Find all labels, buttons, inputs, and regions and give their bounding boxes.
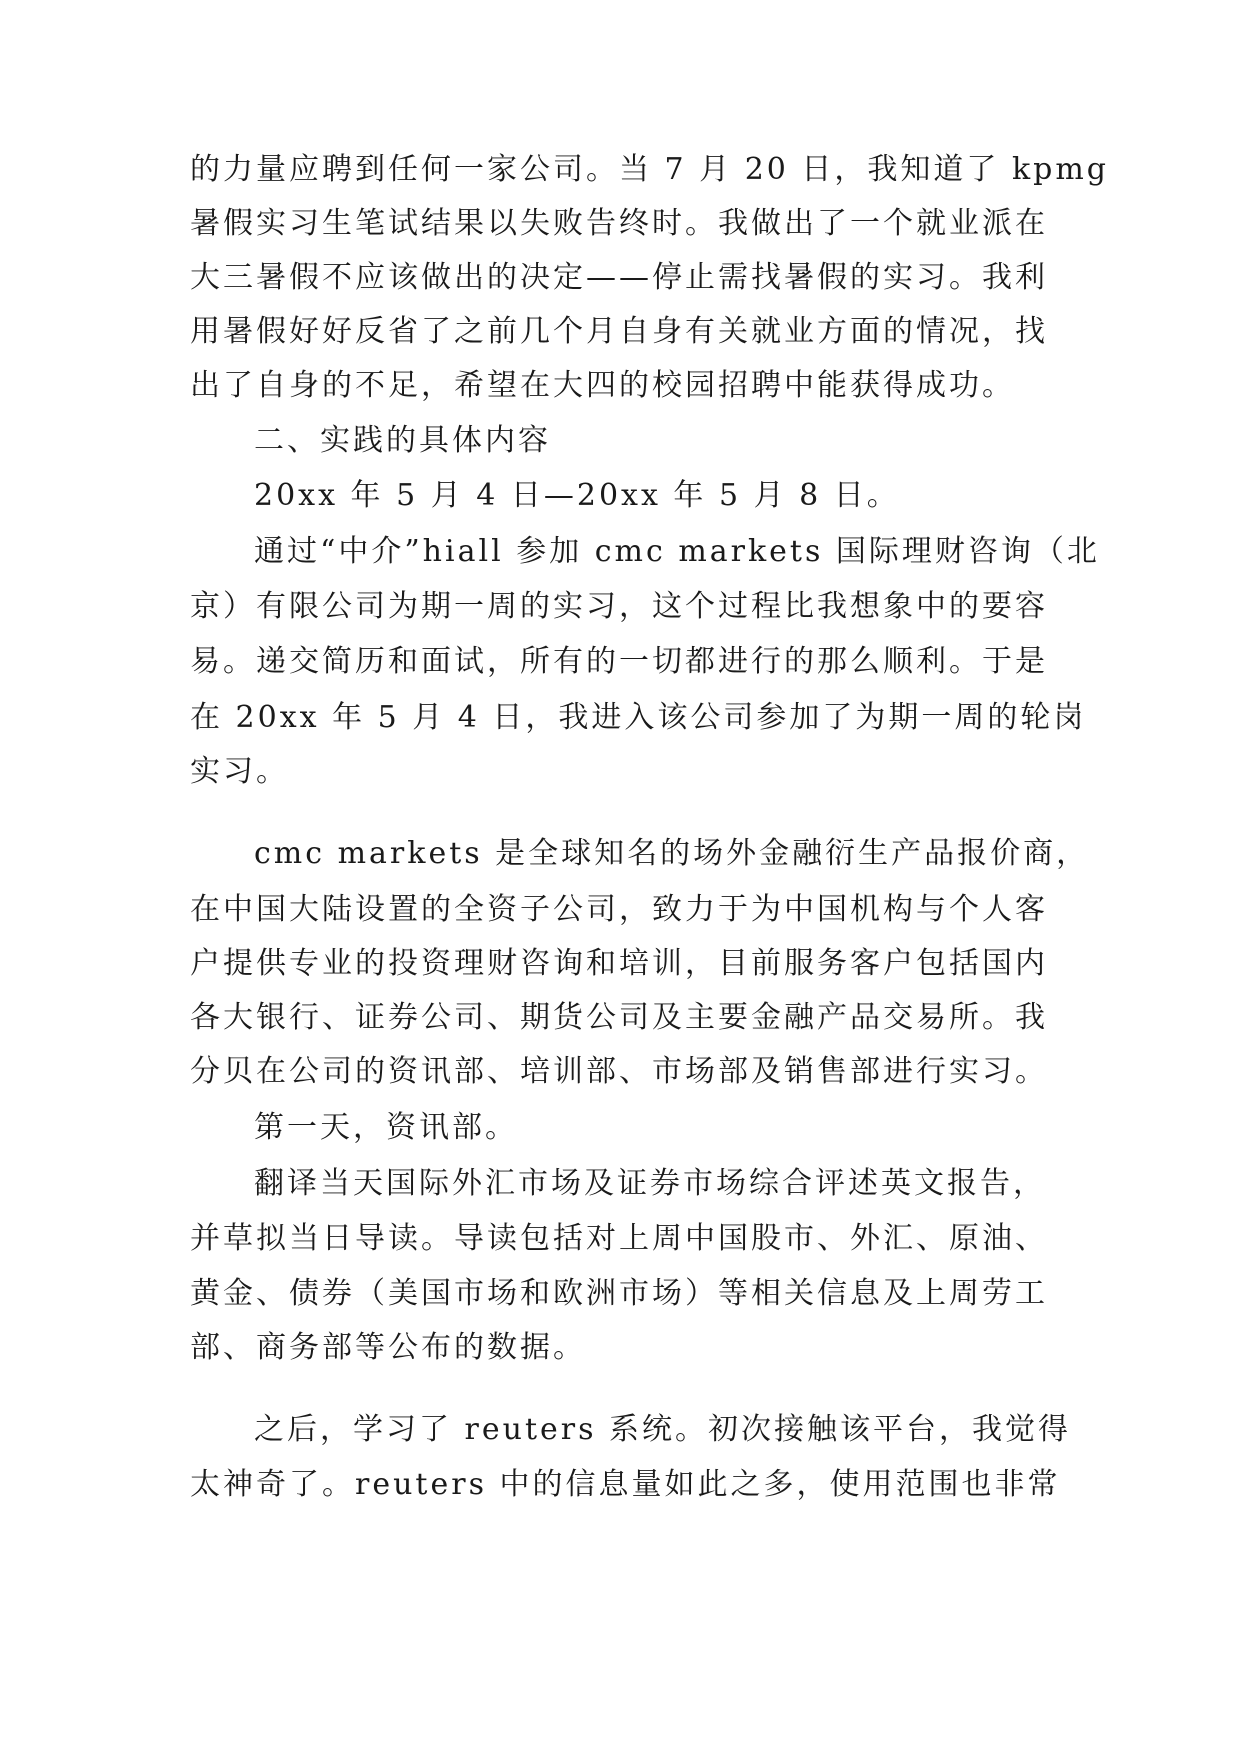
- text-line: 出了自身的不足，希望在大四的校园招聘中能获得成功。: [190, 368, 1015, 403]
- text-line: 户提供专业的投资理财咨询和培训，目前服务客户包括国内: [190, 946, 1048, 981]
- text-line: 用暑假好好反省了之前几个月自身有关就业方面的情况，找: [190, 314, 1048, 349]
- text-line: 的力量应聘到任何一家公司。当 7 月 20 日，我知道了 kpmg: [190, 152, 1109, 187]
- date-range-line: 20xx 年 5 月 4 日—20xx 年 5 月 8 日。: [254, 478, 900, 513]
- text-line: 黄金、债券（美国市场和欧洲市场）等相关信息及上周劳工: [190, 1276, 1048, 1311]
- section-heading: 第一天，资讯部。: [254, 1110, 518, 1145]
- text-line: 之后，学习了 reuters 系统。初次接触该平台，我觉得: [254, 1412, 1072, 1447]
- section-heading: 二、实践的具体内容: [254, 423, 551, 458]
- text-line: 各大银行、证券公司、期货公司及主要金融产品交易所。我: [190, 1000, 1048, 1035]
- text-line: cmc markets 是全球知名的场外金融衍生产品报价商，: [254, 836, 1090, 871]
- text-line: 实习。: [190, 754, 289, 789]
- text-line: 部、商务部等公布的数据。: [190, 1330, 586, 1365]
- text-line: 在中国大陆设置的全资子公司，致力于为中国机构与个人客: [190, 892, 1048, 927]
- text-line: 分贝在公司的资讯部、培训部、市场部及销售部进行实习。: [190, 1054, 1048, 1089]
- text-line: 大三暑假不应该做出的决定——停止需找暑假的实习。我利: [190, 260, 1048, 295]
- text-line: 京）有限公司为期一周的实习，这个过程比我想象中的要容: [190, 589, 1048, 624]
- text-line: 暑假实习生笔试结果以失败告终时。我做出了一个就业派在: [190, 206, 1048, 241]
- text-line: 太神奇了。reuters 中的信息量如此之多，使用范围也非常: [190, 1467, 1061, 1502]
- text-line: 并草拟当日导读。导读包括对上周中国股市、外汇、原油、: [190, 1221, 1048, 1256]
- text-line: 通过“中介”hiall 参加 cmc markets 国际理财咨询（北: [254, 534, 1100, 569]
- text-line: 翻译当天国际外汇市场及证券市场综合评述英文报告，: [254, 1166, 1046, 1201]
- text-line: 易。递交简历和面试，所有的一切都进行的那么顺利。于是: [190, 644, 1048, 679]
- text-line: 在 20xx 年 5 月 4 日，我进入该公司参加了为期一周的轮岗: [190, 700, 1087, 735]
